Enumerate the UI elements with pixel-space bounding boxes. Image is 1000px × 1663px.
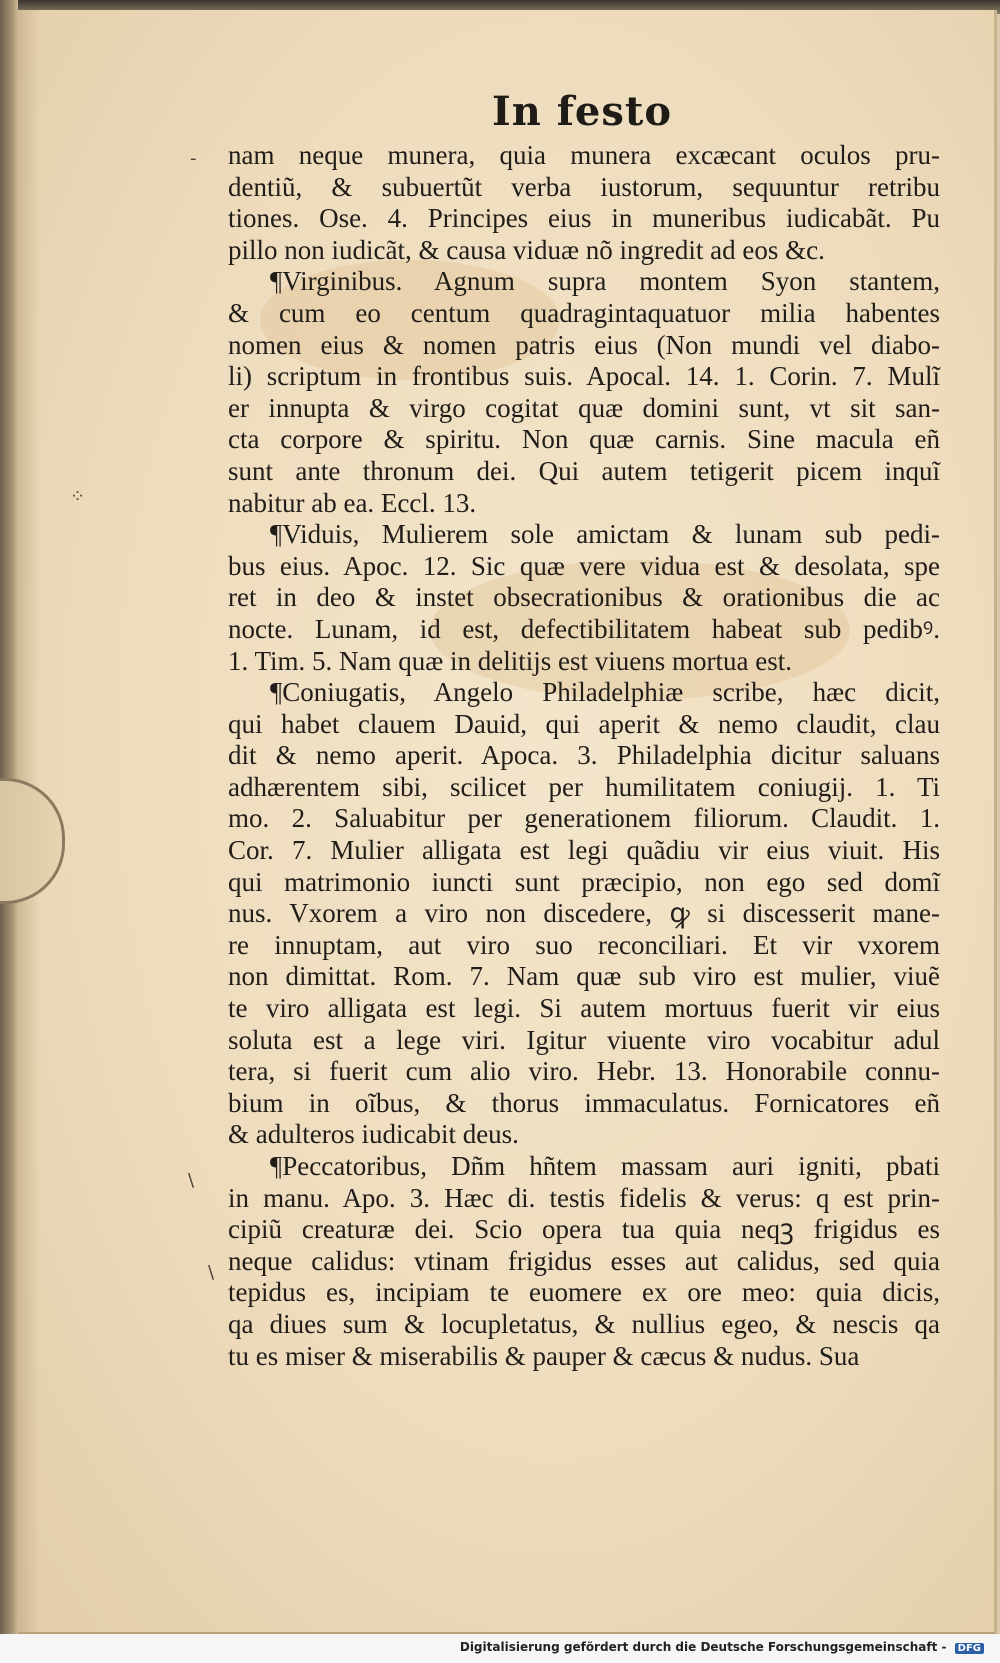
text-line: tepidus es, incipiam te euomere ex ore meo: quia dicis, xyxy=(228,1277,940,1308)
text-line: non dimittat. Rom. 7. Nam quæ sub viro est mulier, viuẽ xyxy=(228,961,940,992)
text-line: re innuptam, aut viro suo reconciliari. Et vir vxorem xyxy=(228,929,940,960)
text-line: 1. Tim. 5. Nam quæ in delitijs est viuens mortua est. xyxy=(228,645,793,676)
paragraph xyxy=(228,677,940,1151)
text-line: cta corpore & spiritu. Non quæ carnis. Sine macula eñ xyxy=(228,424,940,455)
text-line: mo. 2. Saluabitur per generationem filiorum. Claudit. 1. xyxy=(228,803,940,834)
text-line: ¶Coniugatis, Angelo Philadelphiæ scribe, hæc dicit, xyxy=(270,677,940,708)
text-line: adhærentem sibi, scilicet per humilitatem coniugij. 1. Ti xyxy=(228,771,940,802)
margin-mark: \ xyxy=(208,1262,215,1283)
paragraph xyxy=(228,519,940,677)
text-line: nus. Vxorem a viro non discedere, ꝙ si discesserit mane- xyxy=(228,898,940,929)
text-line: cipiũ creaturæ dei. Scio opera tua quia neqꝫ frigidus es xyxy=(228,1214,940,1245)
text-line: ¶Peccatoribus, Dñm hñtem massam auri igniti, pbati xyxy=(270,1151,940,1181)
text-line: nocte. Lunam, id est, defectibilitatem habeat sub pedibꝰ. xyxy=(228,613,940,644)
margin-mark: \ xyxy=(188,1170,195,1191)
text-line: ¶Virginibus. Agnum supra montem Syon stantem, xyxy=(270,266,940,297)
text-line: sunt ante thronum dei. Qui autem tetigerit picem inquĩ xyxy=(228,455,940,486)
text-line: soluta est a lege viri. Igitur viuente viro vocabitur adul xyxy=(228,1024,940,1055)
text-line: er innupta & virgo cogitat quæ domini sunt, vt sit san- xyxy=(228,392,940,423)
paragraph xyxy=(228,1151,940,1372)
text-line: & adulteros iudicabit deus. xyxy=(228,1119,519,1150)
text-line: ¶Viduis, Mulierem sole amictam & lunam sub pedi- xyxy=(270,519,940,550)
text-line: te viro alligata est legi. Si autem mortuus fuerit vir eius xyxy=(228,993,940,1024)
text-line: & cum eo centum quadragintaquatuor milia habentes xyxy=(228,297,940,328)
text-line: Cor. 7. Mulier alligata est legi quãdiu vir eius viuit. His xyxy=(228,835,940,866)
text-line: tu es miser & miserabilis & pauper & cæcus & nudus. Sua xyxy=(228,1340,860,1371)
text-line: nam neque munera, quia munera excæcant oculos pru- xyxy=(228,140,940,170)
text-line: qui habet clauem Dauid, qui aperit & nemo claudit, clau xyxy=(228,708,940,739)
credit-text: Digitalisierung gefördert durch die Deutsche Forschungsgemeinschaft - xyxy=(459,1640,947,1654)
text-line: nomen eius & nomen patris eius (Non mundi vel diabo- xyxy=(228,329,940,360)
text-line: neque calidus: vtinam frigidus esses aut calidus, sed quia xyxy=(228,1245,940,1276)
text-line: dit & nemo aperit. Apoca. 3. Philadelphia dicitur saluans xyxy=(228,740,940,771)
margin-mark: - xyxy=(190,148,197,169)
text-line: in manu. Apo. 3. Hæc di. testis fidelis & verus: q est prin- xyxy=(228,1182,940,1213)
dfg-logo: DFG xyxy=(955,1643,984,1654)
text-line: nabitur ab ea. Eccl. 13. xyxy=(228,487,477,518)
text-line: tera, si fuerit cum alio viro. Hebr. 13. Honorabile connu- xyxy=(228,1056,940,1087)
text-line: dentiũ, & subuertũt verba iustorum, sequuntur retribu xyxy=(228,171,940,202)
running-head: In festo xyxy=(492,88,673,135)
text-line: tiones. Ose. 4. Principes eius in muneribus iudicabãt. Pu xyxy=(228,203,940,234)
text-line: qa diues sum & locupletatus, & nullius egeo, & nescis qa xyxy=(228,1308,940,1339)
margin-mark: ⁘ xyxy=(70,486,86,507)
text-line: ret in deo & instet obsecrationibus & orationibus die ac xyxy=(228,582,940,613)
digitization-credit xyxy=(460,1640,984,1654)
text-line: bus eius. Apoc. 12. Sic quæ vere vidua est & desolata, spe xyxy=(228,550,940,581)
paragraph xyxy=(228,140,940,266)
text-line: bium in oĩbus, & thorus immaculatus. Fornicatores eñ xyxy=(228,1087,940,1118)
text-line: pillo non iudicãt, & causa viduæ nõ ingredit ad eos &c. xyxy=(228,234,825,265)
text-line: li) scriptum in frontibus suis. Apocal. 14. 1. Corin. 7. Mulĩ xyxy=(228,361,940,392)
text-line: qui matrimonio iuncti sunt præcipio, non ego sed domĩ xyxy=(228,866,940,897)
body-text xyxy=(228,140,940,1372)
paragraph xyxy=(228,266,940,519)
